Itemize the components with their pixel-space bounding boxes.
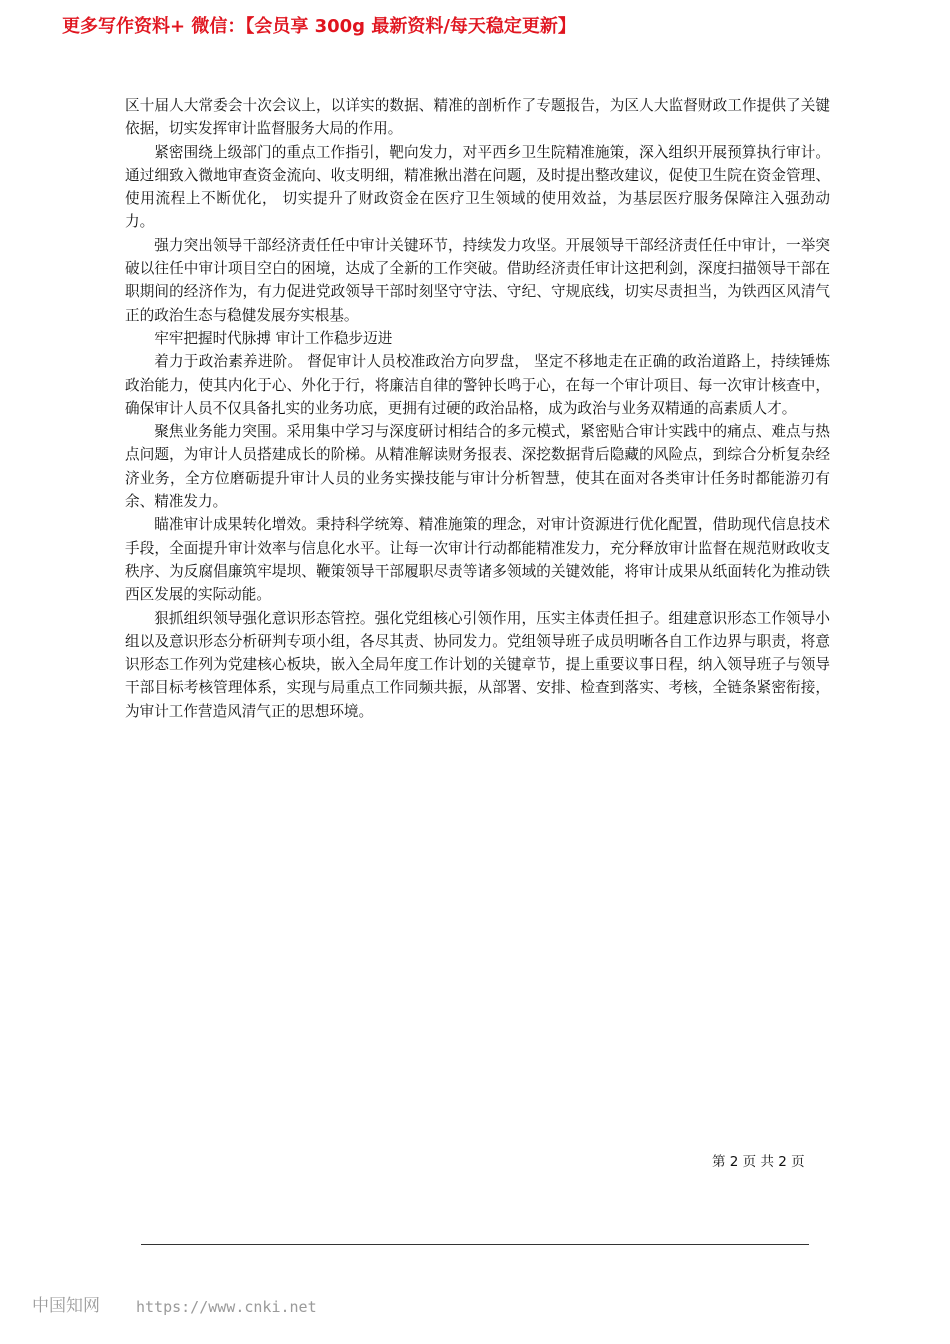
paragraph: 着力于政治素养进阶。 督促审计人员校准政治方向罗盘， 坚定不移地走在正确的政治道路上，持续锤炼政治能力，使其内化于心、外化于行，将廉洁自律的警钟长鸣于心，在每一个审计项目、每一次审计核查中，确保审计人员不仅具备扎实的业务功底，更拥有过硬的政治品格，成为政治与业务双精通的高素质人才。: [125, 353, 830, 417]
paragraph: 紧密围绕上级部门的重点工作指引，靶向发力，对平西乡卫生院精准施策，深入组织开展预算执行审计。通过细致入微地审查资金流向、收支明细，精准揪出潜在问题，及时提出整改建议，促使卫生院在资金管理、 使用流程上不断优化， 切实提升了财政资金在医疗卫生领域的使用效益，为基层医疗服务保障注入强劲动力。: [125, 143, 830, 231]
cnki-url[interactable]: https://www.cnki.net: [136, 1298, 317, 1316]
paragraph: 聚焦业务能力突围。采用集中学习与深度研讨相结合的多元模式，紧密贴合审计实践中的痛点、难点与热点问题，为审计人员搭建成长的阶梯。从精准解读财务报表、深挖数据背后隐藏的风险点，到综合分析复杂经济业务，全方位磨砺提升审计人员的业务实操技能与审计分析智慧，使其在面对各类审计任务时都能游刃有余、精准发力。: [125, 423, 830, 511]
document-body: [125, 94, 830, 723]
paragraph: 区十届人大常委会十次会议上，以详实的数据、精准的剖析作了专题报告，为区人大监督财政工作提供了关键依据，切实发挥审计监督服务大局的作用。: [125, 97, 830, 138]
paragraph: 瞄准审计成果转化增效。秉持科学统筹、精准施策的理念，对审计资源进行优化配置，借助现代信息技术手段，全面提升审计效率与信息化水平。让每一次审计行动都能精准发力，充分释放审计监督在规范财政收支秩序、为反腐倡廉筑牢堤坝、鞭策领导干部履职尽责等诸多领域的关键效能，将审计成果从纸面转化为推动铁西区发展的实际动能。: [125, 516, 830, 604]
page-number: 第 2 页 共 2 页: [712, 1154, 805, 1170]
paragraph: 强力突出领导干部经济责任任中审计关键环节，持续发力攻坚。开展领导干部经济责任任中审计，一举突破以往任中审计项目空白的困境，达成了全新的工作突破。借助经济责任审计这把利剑，深度扫描领导干部在职期间的经济作为，有力促进党政领导干部时刻坚守守法、守纪、守规底线，切实尽责担当，为铁西区风清气正的政治生态与稳健发展夯实根基。: [125, 236, 830, 324]
promo-banner: 更多写作资料+ 微信：【会员享 300g 最新资料/每天稳定更新】: [62, 16, 576, 37]
paragraph: 狠抓组织领导强化意识形态管控。强化党组核心引领作用，压实主体责任担子。组建意识形态工作领导小组以及意识形态分析研判专项小组，各尽其责、协同发力。党组领导班子成员明晰各自工作边界与职责，将意识形态工作列为党建核心板块，嵌入全局年度工作计划的关键章节，提上重要议事日程，纳入领导班子与领导干部目标考核管理体系，实现与局重点工作同频共振，从部署、安排、检查到落实、考核，全链条紧密衔接，为审计工作营造风清气正的思想环境。: [125, 609, 830, 720]
footer-divider: [141, 1244, 809, 1245]
cnki-logo-text: 中国知网: [32, 1296, 100, 1316]
section-heading: 牢牢把握时代脉搏 审计工作稳步迈进: [154, 329, 393, 347]
